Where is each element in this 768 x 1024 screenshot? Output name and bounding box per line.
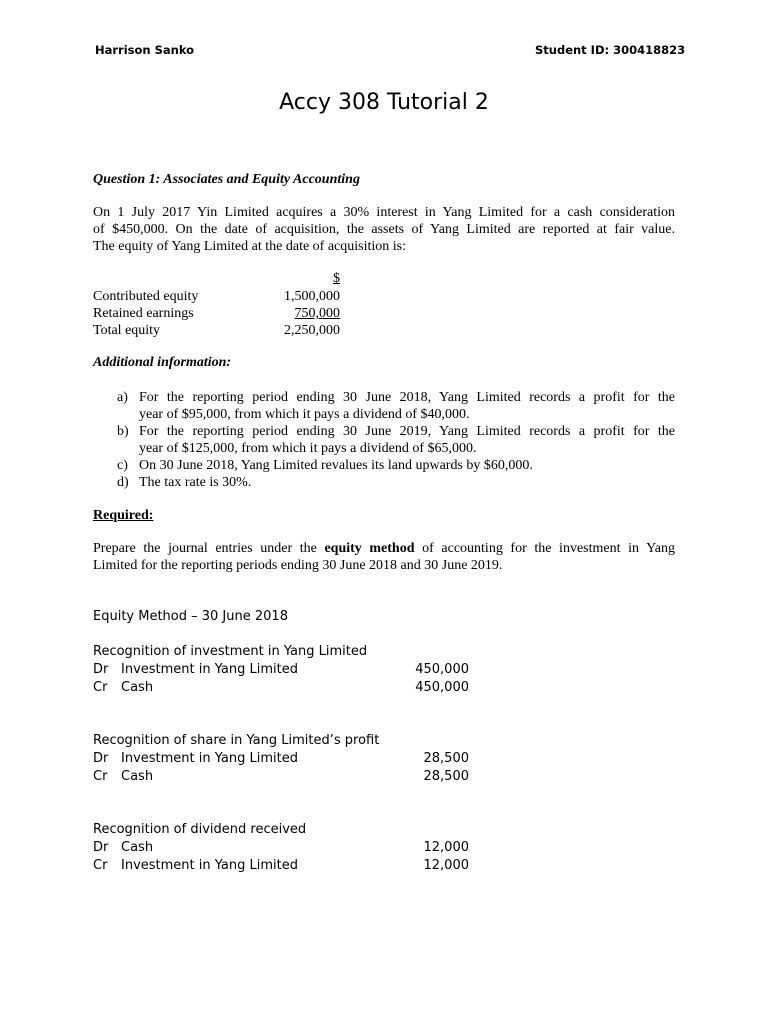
journal-account: Investment in Yang Limited — [121, 751, 298, 766]
journal-account: Cash — [121, 680, 154, 695]
required-line: Prepare the journal entries under the equity method of accounting for the investment in Yang — [93, 541, 675, 556]
credit-marker: Cr — [93, 858, 108, 873]
intro-line: The equity of Yang Limited at the date of acquisition is: — [93, 238, 406, 254]
journal-account: Investment in Yang Limited — [121, 858, 298, 873]
list-marker: d) — [117, 475, 129, 490]
equity-row-label: Contributed equity — [93, 289, 199, 304]
credit-marker: Cr — [93, 680, 108, 695]
list-item — [139, 458, 675, 475]
journal-entry-title: Recognition of investment in Yang Limited — [93, 644, 368, 659]
question-heading: Question 1: Associates and Equity Accounting — [93, 172, 360, 187]
debit-marker: Dr — [93, 840, 109, 855]
additional-info-heading: Additional information: — [93, 355, 232, 370]
journal-entry-title: Recognition of dividend received — [93, 822, 307, 837]
journal-account: Investment in Yang Limited — [121, 662, 298, 677]
list-marker: b) — [117, 424, 129, 439]
list-item — [139, 424, 675, 458]
equity-row-label: Retained earnings — [93, 306, 194, 321]
required-line: Limited for the reporting periods ending 30 June 2018 and 30 June 2019. — [93, 557, 503, 573]
list-marker: c) — [117, 458, 128, 473]
journal-account: Cash — [121, 840, 154, 855]
section-title: Equity Method – 30 June 2018 — [93, 609, 288, 624]
equity-currency-header: $ — [333, 271, 340, 286]
list-item-line: For the reporting period ending 30 June 2018, Yang Limited records a profit for the — [139, 390, 675, 405]
debit-marker: Dr — [93, 662, 109, 677]
author-name: Harrison Sanko — [95, 43, 195, 57]
student-id: Student ID: 300418823 — [535, 43, 686, 57]
journal-amount: 12,000 — [423, 858, 469, 873]
equity-row-value: 2,250,000 — [284, 323, 340, 338]
journal-account: Cash — [121, 769, 154, 784]
list-item-line: For the reporting period ending 30 June 2019, Yang Limited records a profit for the — [139, 424, 675, 439]
emphasis-equity-method: equity method — [324, 541, 415, 556]
list-item-line: On 30 June 2018, Yang Limited revalues its land upwards by $60,000. — [139, 458, 533, 473]
list-marker: a) — [117, 390, 128, 405]
intro-paragraph — [93, 205, 675, 255]
equity-row-label: Total equity — [93, 323, 161, 338]
journal-amount: 450,000 — [415, 662, 469, 677]
equity-row-value: 750,000 — [294, 306, 340, 321]
list-item-line: year of $95,000, from which it pays a dividend of $40,000. — [139, 406, 470, 422]
list-item-line: The tax rate is 30%. — [139, 475, 252, 490]
journal-amount: 28,500 — [423, 769, 469, 784]
required-heading: Required: — [93, 508, 154, 523]
intro-line: of $450,000. On the date of acquisition, the assets of Yang Limited are reported at fair value. — [93, 221, 675, 237]
page-title: Accy 308 Tutorial 2 — [279, 90, 489, 115]
list-item — [139, 475, 675, 492]
journal-amount: 28,500 — [423, 751, 469, 766]
list-item — [139, 390, 675, 424]
journal-amount: 12,000 — [423, 840, 469, 855]
journal-entry-title: Recognition of share in Yang Limited’s profit — [93, 733, 380, 748]
equity-row-value: 1,500,000 — [284, 289, 340, 304]
journal-amount: 450,000 — [415, 680, 469, 695]
credit-marker: Cr — [93, 769, 108, 784]
debit-marker: Dr — [93, 751, 109, 766]
intro-line: On 1 July 2017 Yin Limited acquires a 30% interest in Yang Limited for a cash consideration — [93, 205, 675, 220]
required-paragraph — [93, 541, 675, 575]
list-item-line: year of $125,000, from which it pays a dividend of $65,000. — [139, 440, 477, 456]
